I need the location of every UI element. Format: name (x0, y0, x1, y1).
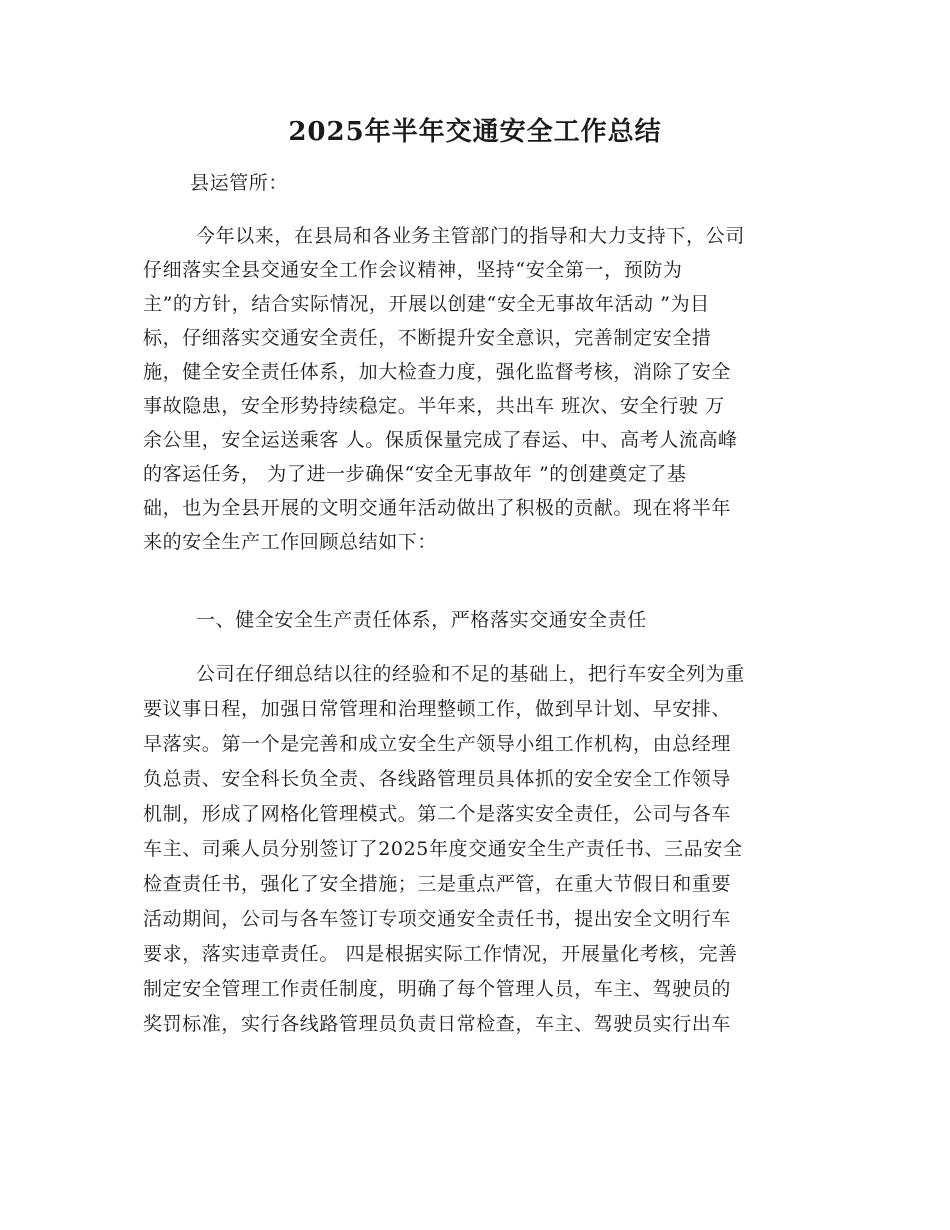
paragraph-line: 制定安全管理工作责任制度，明确了每个管理人员，车主、驾驶员的 (143, 978, 732, 1000)
paragraph-line: 余公里，安全运送乘客 人。保质保量完成了春运、中、高考人流高峰 (143, 429, 738, 451)
paragraph-line: 础，也为全县开展的文明交通年活动做出了积极的贡献。现在将半年 (143, 497, 732, 519)
paragraph-line: 公司在仔细总结以往的经验和不足的基础上，把行车安全列为重 (196, 663, 745, 685)
document-title: 2025年半年交通安全工作总结 (288, 117, 662, 147)
paragraph-line: 事故隐患，安全形势持续稳定。半年来，共出车 班次、安全行驶 万 (143, 395, 725, 417)
paragraph-line: 的客运任务， 为了进一步确保“安全无事故年 ”的创建奠定了基 (143, 463, 687, 485)
salutation: 县运管所： (190, 172, 289, 194)
section-heading: 一、健全安全生产责任体系，严格落实交通安全责任 (196, 609, 647, 631)
paragraph-line: 要议事日程，加强日常管理和治理整顿工作，做到早计划、早安排、 (143, 698, 732, 720)
paragraph-line: 活动期间，公司与各车签订专项交通安全责任书，提出安全文明行车 (143, 908, 732, 930)
paragraph-line: 车主、司乘人员分别签订了2025年度交通安全生产责任书、三品安全 (143, 838, 743, 860)
paragraph-line: 施，健全安全责任体系，加大检查力度，强化监督考核，消除了安全 (143, 361, 732, 383)
paragraph-line: 来的安全生产工作回顾总结如下： (143, 531, 438, 553)
paragraph-line: 要求，落实违章责任。 四是根据实际工作情况，开展量化考核，完善 (143, 943, 738, 965)
paragraph-line: 奖罚标准，实行各线路管理员负责日常检查，车主、驾驶员实行出车 (143, 1013, 732, 1035)
paragraph-line: 主”的方针，结合实际情况，开展以创建“安全无事故年活动 ”为目 (143, 293, 710, 315)
paragraph-line: 仔细落实全县交通安全工作会议精神，坚持“安全第一，预防为 (143, 259, 683, 281)
paragraph-line: 负总责、安全科长负全责、各线路管理员具体抓的安全安全工作领导 (143, 768, 732, 790)
paragraph-line: 检查责任书，强化了安全措施；三是重点严管，在重大节假日和重要 (143, 873, 732, 895)
paragraph-line: 今年以来，在县局和各业务主管部门的指导和大力支持下，公司 (196, 225, 745, 247)
paragraph-line: 标，仔细落实交通安全责任，不断提升安全意识，完善制定安全措 (143, 327, 712, 349)
paragraph-line: 机制，形成了网格化管理模式。第二个是落实安全责任，公司与各车 (143, 803, 732, 825)
paragraph-line: 早落实。第一个是完善和成立安全生产领导小组工作机构，由总经理 (143, 733, 732, 755)
